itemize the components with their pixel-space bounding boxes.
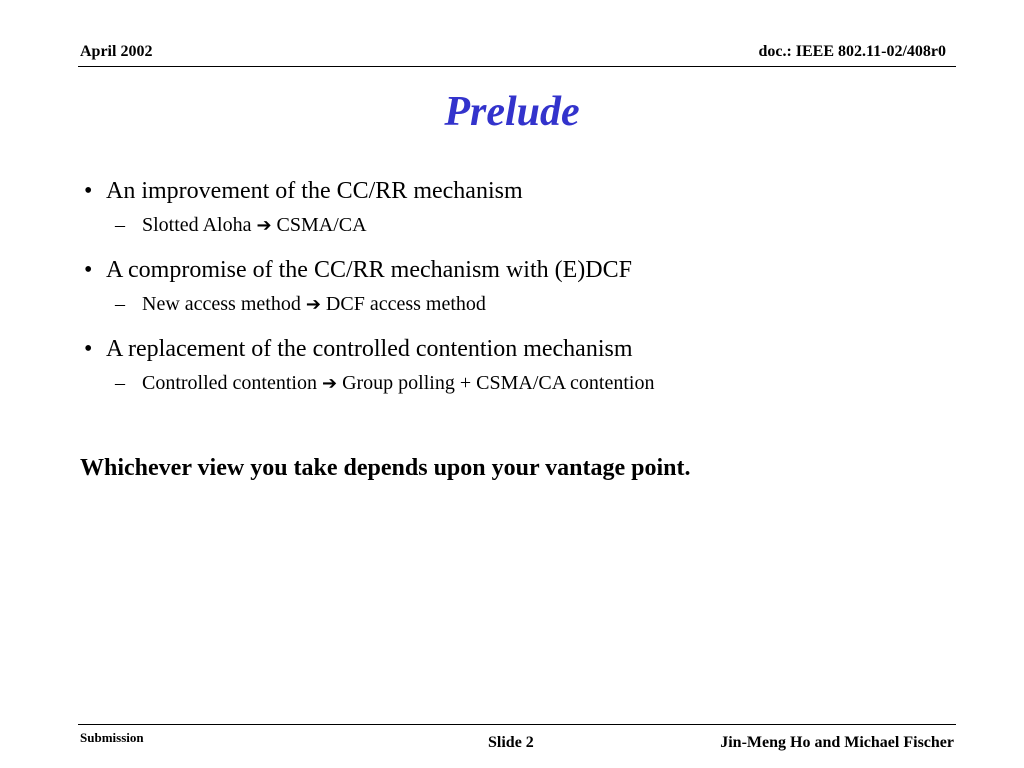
bullet-2 [84,251,944,289]
right-arrow-icon: ➔ [305,294,321,315]
sub-bullet-1 [84,210,944,241]
right-arrow-icon: ➔ [256,215,272,236]
bullet-dot-icon: • [84,336,93,362]
bullet-dot-icon: • [84,178,93,204]
sub-bullet-2-right: DCF access method [325,293,486,315]
sub-bullet-2-left: New access method [142,293,301,315]
bullet-3-text: A replacement of the controlled contention mechanism [106,336,633,362]
dash-icon: – [115,293,125,315]
header-doc-id: doc.: IEEE 802.11-02/408r0 [758,43,946,60]
sub-bullet-3-left: Controlled contention [142,372,317,394]
footer-rule [78,724,956,725]
bullet-1 [84,172,944,210]
footer-submission: Submission [80,730,144,745]
bullet-1-text: An improvement of the CC/RR mechanism [106,178,523,204]
bullet-3 [84,330,944,368]
sub-bullet-1-right: CSMA/CA [276,214,367,236]
slide-title: Prelude [444,89,580,135]
footer-authors: Jin-Meng Ho and Michael Fischer [720,734,954,751]
bullet-dot-icon: • [84,257,93,283]
sub-bullet-3 [84,368,944,399]
sub-bullet-1-left: Slotted Aloha [142,214,252,236]
conclusion-text: Whichever view you take depends upon your vantage point. [80,455,691,481]
right-arrow-icon: ➔ [321,373,338,394]
dash-icon: – [115,372,125,394]
footer-slide-number: Slide 2 [488,734,534,751]
dash-icon: – [115,214,125,236]
header-date: April 2002 [80,43,153,60]
sub-bullet-3-right: Group polling + CSMA/CA contention [342,372,655,394]
slide-body [84,172,944,409]
header-rule [78,66,956,67]
bullet-2-text: A compromise of the CC/RR mechanism with (E)DCF [106,257,632,283]
sub-bullet-2 [84,289,944,320]
